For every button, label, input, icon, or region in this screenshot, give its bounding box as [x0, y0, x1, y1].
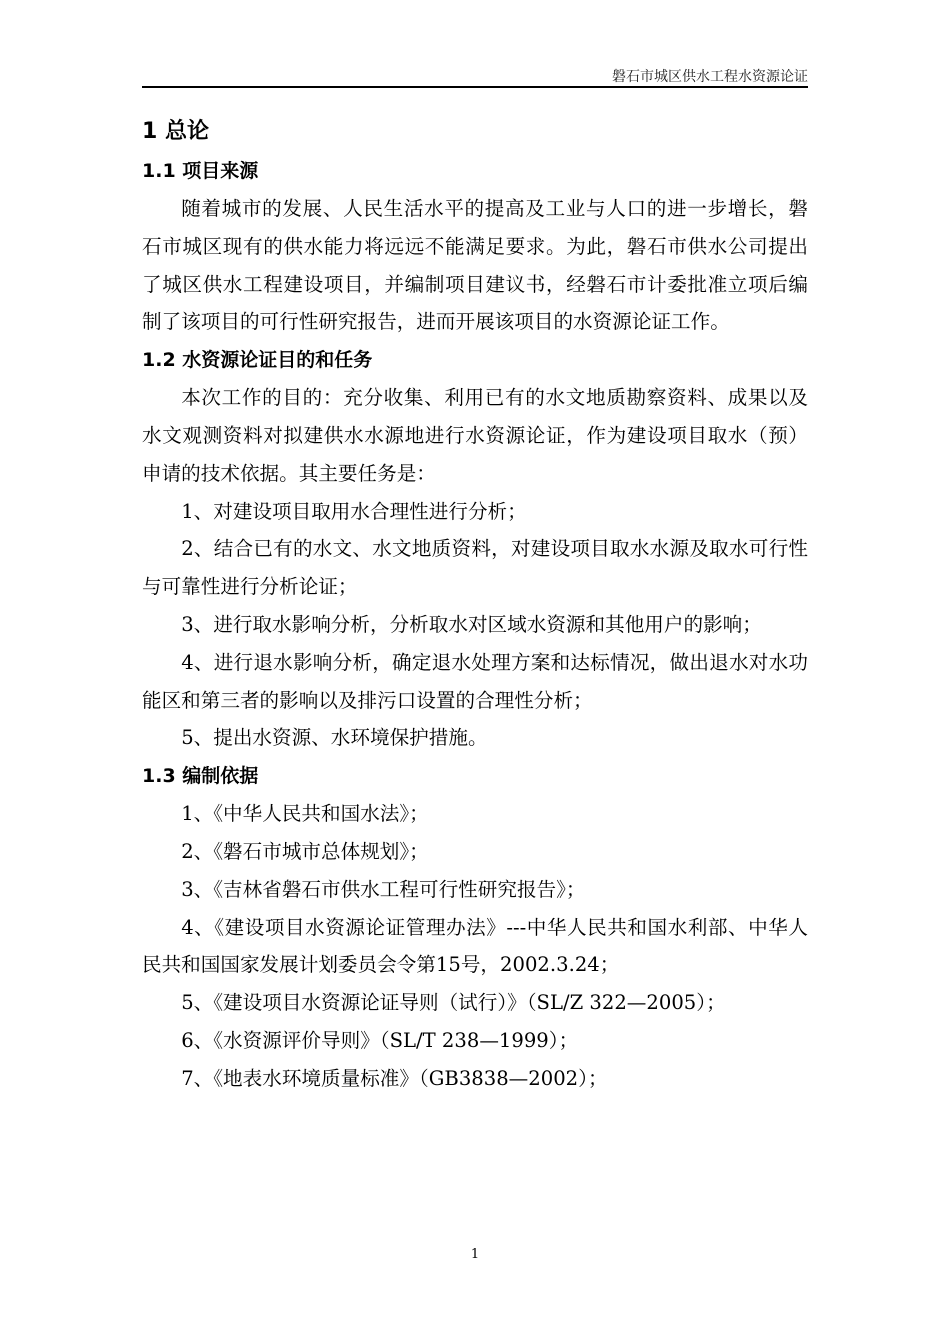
- header-divider: [142, 86, 808, 88]
- chapter-title: 1 总论: [142, 119, 209, 144]
- section-1-2: [142, 341, 808, 757]
- section-heading: 1.1 项目来源: [142, 160, 259, 182]
- reference-item: 5、《建设项目水资源论证导则（试行）》（SL/Z 322—2005）；: [181, 991, 726, 1015]
- paragraph: 随着城市的发展、人民生活水平的提高及工业与人口的进一步增长，磐石市城区现有的供水能力将远远不能满足要求。为此，磐石市供水公司提出了城区供水工程建设项目，并编制项目建议书，经磐石市计委批准立项后编制了该项目的可行性研究报告，进而开展该项目的水资源论证工作。: [142, 197, 808, 334]
- section-1-3: [142, 757, 808, 1097]
- page-number: 1: [470, 1247, 480, 1262]
- document-body: [142, 112, 808, 1098]
- section-heading: 1.2 水资源论证目的和任务: [142, 349, 373, 372]
- reference-item: 1、《中华人民共和国水法》；: [181, 802, 429, 826]
- reference-item: 2、《磐石市城市总体规划》；: [181, 839, 429, 863]
- running-header: 磐石市城区供水工程水资源论证: [612, 69, 808, 85]
- task-item: 5、提出水资源、水环境保护措施。: [181, 726, 488, 750]
- reference-item: 3、《吉林省磐石市供水工程可行性研究报告》；: [181, 877, 586, 901]
- task-item: 1、对建设项目取用水合理性进行分析；: [181, 499, 527, 523]
- reference-item: 4、《建设项目水资源论证管理办法》---中华人民共和国水利部、中华人民共和国国家发展计划委员会令第15号，2002.3.24；: [142, 915, 808, 977]
- reference-item: 6、《水资源评价导则》（SL/T 238—1999）；: [181, 1028, 579, 1052]
- task-item: 3、进行取水影响分析，分析取水对区域水资源和其他用户的影响；: [181, 612, 762, 636]
- section-1-1: [142, 152, 808, 341]
- paragraph: 本次工作的目的：充分收集、利用已有的水文地质勘察资料、成果以及水文观测资料对拟建供水水源地进行水资源论证，作为建设项目取水（预）申请的技术依据。其主要任务是：: [142, 386, 808, 485]
- section-heading: 1.3 编制依据: [142, 765, 259, 788]
- task-item: 2、结合已有的水文、水文地质资料，对建设项目取水水源及取水可行性与可靠性进行分析论证；: [142, 537, 808, 599]
- task-item: 4、进行退水影响分析，确定退水处理方案和达标情况，做出退水对水功能区和第三者的影响以及排污口设置的合理性分析；: [142, 650, 808, 712]
- reference-item: 7、《地表水环境质量标准》（GB3838—2002）；: [181, 1066, 608, 1090]
